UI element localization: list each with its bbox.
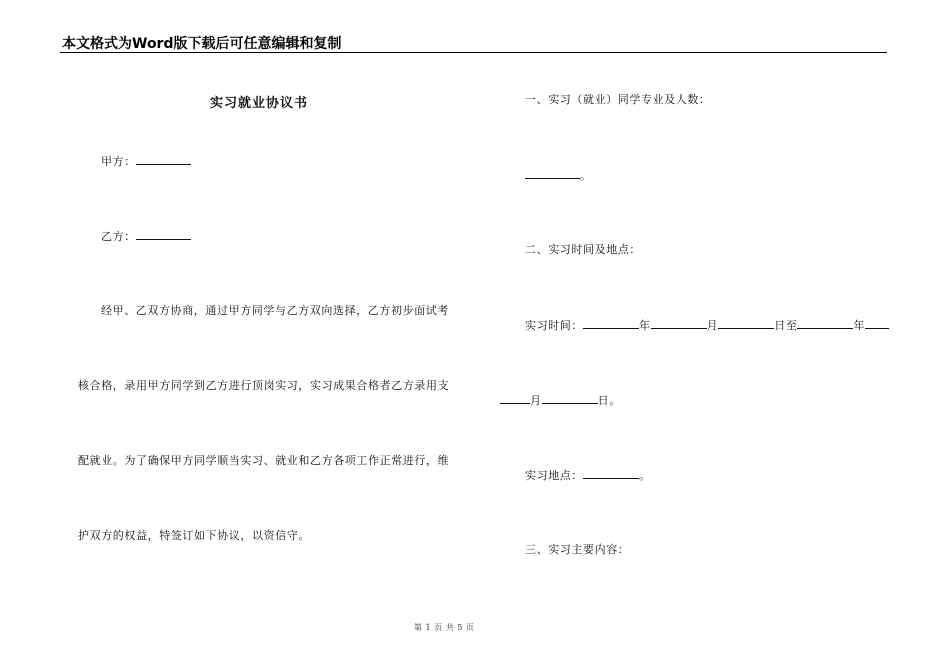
- end-day-unit: 日。: [597, 394, 621, 407]
- end-day-blank: [542, 393, 598, 404]
- start-year-unit: 年: [639, 319, 651, 332]
- end-month-blank: [500, 393, 530, 404]
- end-month-blank-part: [865, 318, 889, 329]
- start-day-unit: 日至: [774, 319, 798, 332]
- paragraph-line-2: 核合格，录用甲方同学到乙方进行顶岗实习，实习成果合格者乙方录用支: [78, 379, 450, 392]
- header-divider: [60, 52, 887, 53]
- internship-time-line: [525, 318, 889, 333]
- party-b-line: [101, 229, 191, 244]
- start-year-blank: [583, 318, 639, 329]
- end-year-unit: 年: [853, 319, 866, 332]
- end-year-blank: [797, 318, 853, 329]
- section-1-heading: 一、实习（就业）同学专业及人数：: [525, 93, 711, 106]
- internship-time-label: 实习时间：: [525, 319, 583, 332]
- internship-time-continuation: [500, 393, 621, 408]
- start-month-unit: 月: [706, 319, 719, 332]
- party-a-label: 甲方：: [101, 155, 136, 168]
- location-blank: [583, 468, 639, 479]
- start-day-blank: [718, 318, 774, 329]
- page-number: 第 1 页 共 5 页: [414, 623, 475, 632]
- party-b-label: 乙方：: [101, 230, 136, 243]
- header-title: 本文格式为Word版下载后可任意编辑和复制: [62, 36, 342, 52]
- end-month-unit: 月: [530, 394, 542, 407]
- location-suffix: 。: [639, 469, 651, 482]
- section-1-blank-line: [525, 168, 592, 183]
- start-month-blank: [651, 318, 707, 329]
- section-1-blank: [525, 168, 580, 179]
- section-2-heading: 二、实习时间及地点：: [525, 243, 641, 256]
- document-title: 实习就业协议书: [210, 96, 309, 111]
- paragraph-line-1: 经甲、乙双方协商，通过甲方同学与乙方双向选择，乙方初步面试考: [101, 304, 449, 317]
- internship-location-line: [525, 468, 651, 483]
- section-3-heading: 三、实习主要内容：: [525, 543, 630, 556]
- party-a-blank: [136, 154, 191, 165]
- section-1-suffix: 。: [580, 169, 592, 182]
- paragraph-line-4: 护双方的权益，特签订如下协议，以资信守。: [78, 529, 310, 542]
- paragraph-line-3: 配就业。为了确保甲方同学顺当实习、就业和乙方各项工作正常进行，维: [78, 454, 450, 467]
- party-a-line: [101, 154, 191, 169]
- party-b-blank: [136, 229, 191, 240]
- internship-location-label: 实习地点：: [525, 469, 583, 482]
